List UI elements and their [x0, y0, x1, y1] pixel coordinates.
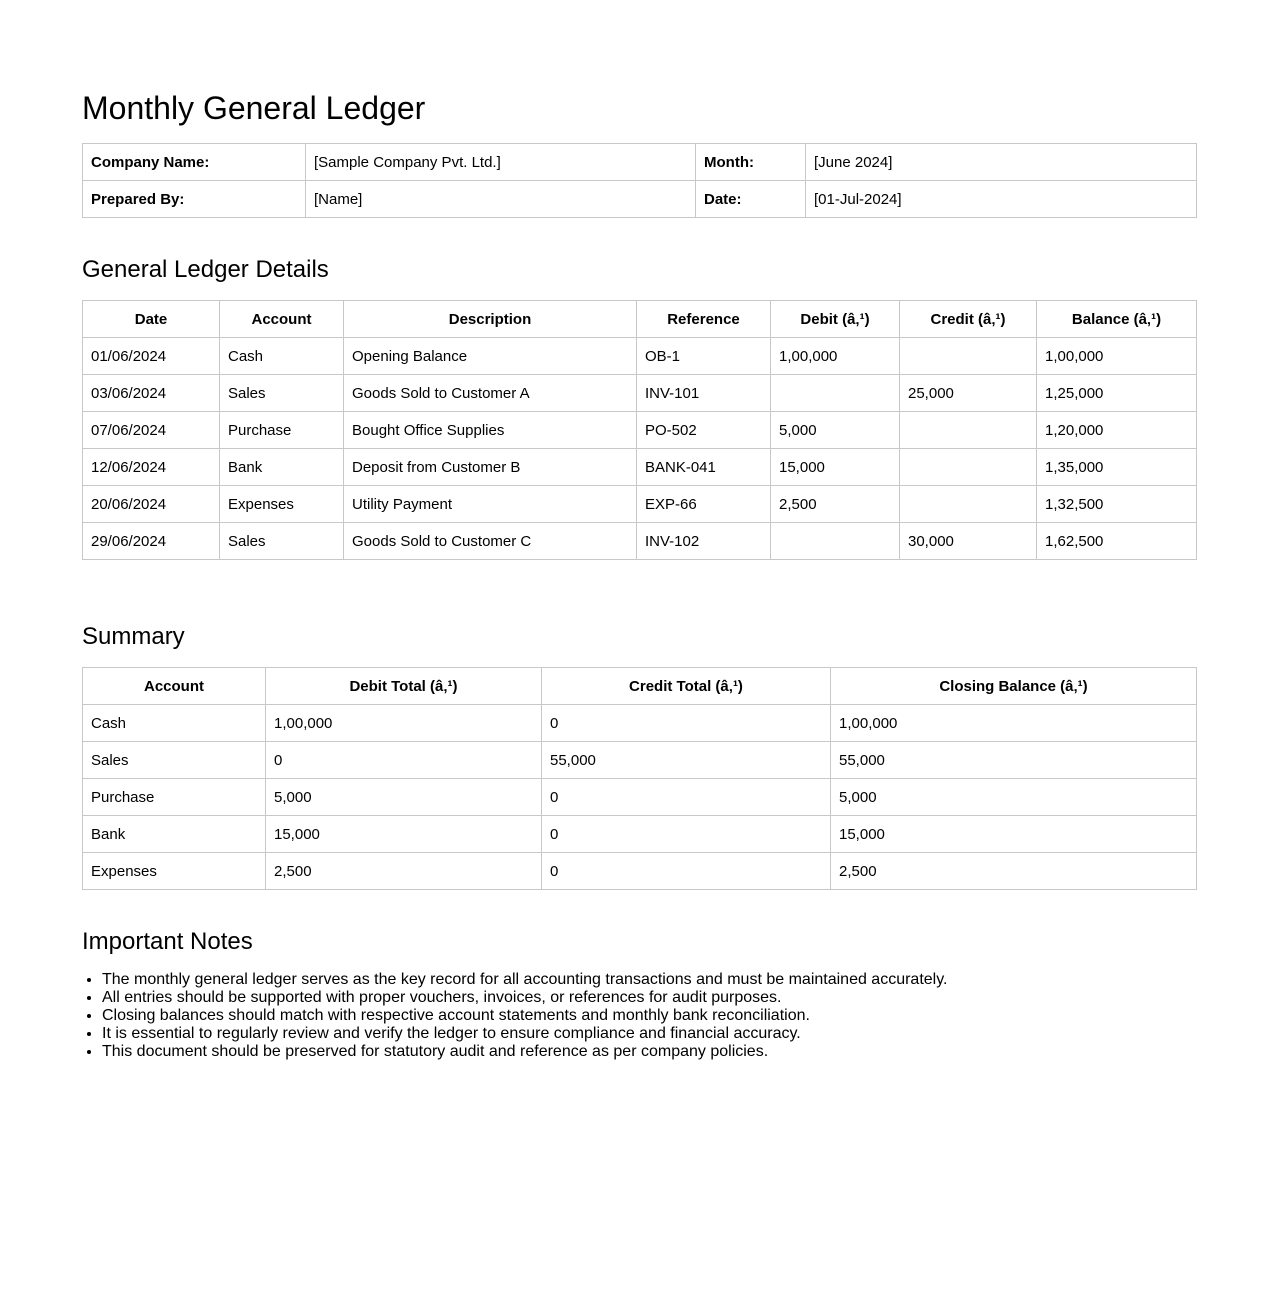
cell-debit — [771, 375, 900, 412]
cell-balance: 1,32,500 — [1037, 486, 1197, 523]
cell-closing-balance: 5,000 — [831, 779, 1197, 816]
cell-reference: INV-102 — [637, 523, 771, 560]
column-header: Debit (â‚¹) — [771, 301, 900, 338]
date-label: Date: — [696, 181, 806, 218]
table-row — [83, 705, 1197, 742]
cell-date: 01/06/2024 — [83, 338, 220, 375]
cell-balance: 1,25,000 — [1037, 375, 1197, 412]
cell-credit — [900, 449, 1037, 486]
notes-heading: Important Notes — [82, 928, 253, 955]
column-header: Reference — [637, 301, 771, 338]
cell-credit-total: 55,000 — [542, 742, 831, 779]
cell-account: Expenses — [220, 486, 344, 523]
column-header: Credit Total (â‚¹) — [542, 668, 831, 705]
company-label: Company Name: — [83, 144, 306, 181]
cell-debit — [771, 523, 900, 560]
month-label: Month: — [696, 144, 806, 181]
summary-heading: Summary — [82, 623, 185, 650]
table-row — [83, 449, 1197, 486]
cell-account: Cash — [220, 338, 344, 375]
table-row — [83, 779, 1197, 816]
meta-row — [83, 144, 1197, 181]
table-row — [83, 742, 1197, 779]
cell-description: Deposit from Customer B — [344, 449, 637, 486]
ledger-heading: General Ledger Details — [82, 256, 329, 283]
cell-date: 12/06/2024 — [83, 449, 220, 486]
table-row — [83, 853, 1197, 890]
cell-account: Expenses — [83, 853, 266, 890]
cell-reference: PO-502 — [637, 412, 771, 449]
cell-debit-total: 2,500 — [266, 853, 542, 890]
cell-debit-total: 15,000 — [266, 816, 542, 853]
cell-date: 03/06/2024 — [83, 375, 220, 412]
cell-credit — [900, 338, 1037, 375]
list-item: • Closing balances should match with respective account statements and monthly bank reconciliation. — [102, 1007, 1216, 1025]
prepared-by-value: [Name] — [306, 181, 696, 218]
cell-description: Goods Sold to Customer A — [344, 375, 637, 412]
cell-closing-balance: 55,000 — [831, 742, 1197, 779]
cell-account: Purchase — [83, 779, 266, 816]
cell-account: Bank — [83, 816, 266, 853]
column-header: Account — [220, 301, 344, 338]
cell-debit: 5,000 — [771, 412, 900, 449]
column-header: Credit (â‚¹) — [900, 301, 1037, 338]
list-item: • All entries should be supported with proper vouchers, invoices, or references for audit purposes. — [102, 989, 1216, 1007]
summary-header-row — [83, 668, 1197, 705]
table-row — [83, 486, 1197, 523]
meta-row — [83, 181, 1197, 218]
cell-credit: 30,000 — [900, 523, 1037, 560]
cell-credit — [900, 486, 1037, 523]
column-header: Account — [83, 668, 266, 705]
cell-debit: 15,000 — [771, 449, 900, 486]
cell-credit: 25,000 — [900, 375, 1037, 412]
list-item: • This document should be preserved for statutory audit and reference as per company policies. — [102, 1043, 1216, 1061]
cell-balance: 1,20,000 — [1037, 412, 1197, 449]
month-value: [June 2024] — [806, 144, 1197, 181]
cell-description: Opening Balance — [344, 338, 637, 375]
ledger-table — [82, 300, 1197, 560]
list-item: • It is essential to regularly review and verify the ledger to ensure compliance and financial accuracy. — [102, 1025, 1216, 1043]
cell-date: 29/06/2024 — [83, 523, 220, 560]
column-header: Closing Balance (â‚¹) — [831, 668, 1197, 705]
cell-description: Bought Office Supplies — [344, 412, 637, 449]
cell-account: Cash — [83, 705, 266, 742]
summary-table — [82, 667, 1197, 890]
cell-account: Sales — [220, 375, 344, 412]
cell-credit-total: 0 — [542, 705, 831, 742]
cell-closing-balance: 15,000 — [831, 816, 1197, 853]
table-row — [83, 412, 1197, 449]
table-row — [83, 338, 1197, 375]
cell-credit — [900, 412, 1037, 449]
list-item: • The monthly general ledger serves as the key record for all accounting transactions and must be maintained accurately. — [102, 971, 1216, 989]
cell-closing-balance: 1,00,000 — [831, 705, 1197, 742]
cell-reference: OB-1 — [637, 338, 771, 375]
cell-reference: BANK-041 — [637, 449, 771, 486]
table-row — [83, 816, 1197, 853]
column-header: Date — [83, 301, 220, 338]
table-row — [83, 523, 1197, 560]
cell-date: 20/06/2024 — [83, 486, 220, 523]
cell-balance: 1,00,000 — [1037, 338, 1197, 375]
ledger-header-row — [83, 301, 1197, 338]
cell-balance: 1,62,500 — [1037, 523, 1197, 560]
cell-reference: EXP-66 — [637, 486, 771, 523]
cell-debit: 2,500 — [771, 486, 900, 523]
cell-account: Sales — [83, 742, 266, 779]
cell-credit-total: 0 — [542, 853, 831, 890]
cell-debit: 1,00,000 — [771, 338, 900, 375]
cell-closing-balance: 2,500 — [831, 853, 1197, 890]
cell-debit-total: 5,000 — [266, 779, 542, 816]
cell-description: Utility Payment — [344, 486, 637, 523]
meta-table — [82, 143, 1197, 218]
cell-credit-total: 0 — [542, 779, 831, 816]
cell-reference: INV-101 — [637, 375, 771, 412]
cell-account: Sales — [220, 523, 344, 560]
cell-description: Goods Sold to Customer C — [344, 523, 637, 560]
cell-balance: 1,35,000 — [1037, 449, 1197, 486]
column-header: Debit Total (â‚¹) — [266, 668, 542, 705]
cell-debit-total: 1,00,000 — [266, 705, 542, 742]
cell-date: 07/06/2024 — [83, 412, 220, 449]
company-value: [Sample Company Pvt. Ltd.] — [306, 144, 696, 181]
column-header: Description — [344, 301, 637, 338]
prepared-by-label: Prepared By: — [83, 181, 306, 218]
notes-list — [82, 971, 1216, 1061]
cell-account: Purchase — [220, 412, 344, 449]
cell-debit-total: 0 — [266, 742, 542, 779]
date-value: [01-Jul-2024] — [806, 181, 1197, 218]
table-row — [83, 375, 1197, 412]
cell-credit-total: 0 — [542, 816, 831, 853]
cell-account: Bank — [220, 449, 344, 486]
column-header: Balance (â‚¹) — [1037, 301, 1197, 338]
page-title: Monthly General Ledger — [82, 90, 426, 126]
